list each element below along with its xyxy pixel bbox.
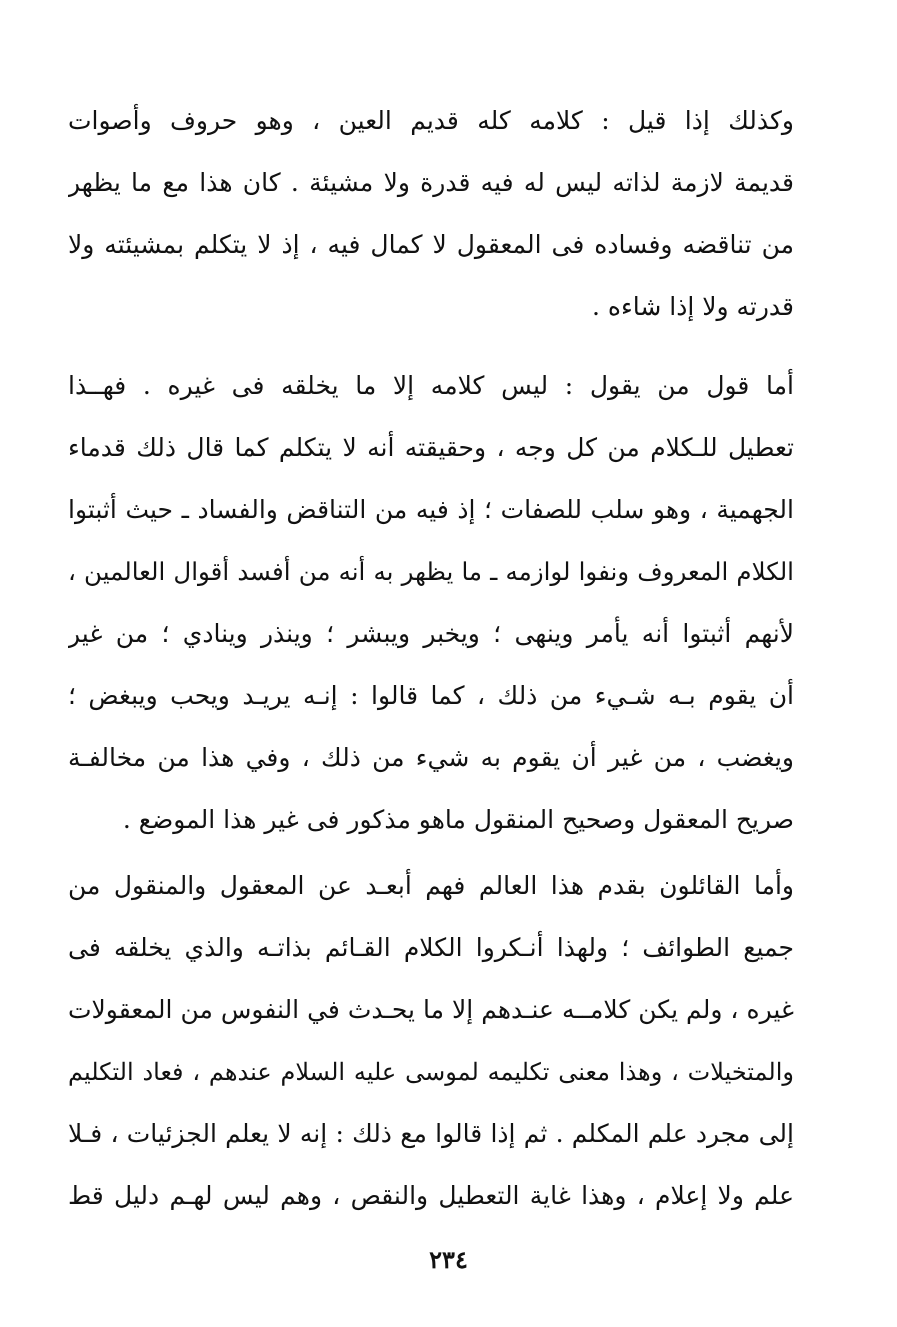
text-line: أما قول من يقول : ليس كلامه إلا ما يخلقه فى غيره . فهــذا xyxy=(68,371,794,400)
text-line: قديمة لازمة لذاته ليس له فيه قدرة ولا مشيئة . كان هذا مع ما يظهر xyxy=(68,168,794,197)
text-line: الجهمية ، وهو سلب للصفات ؛ إذ فيه من التناقض والفساد ـ حيث أثبتوا xyxy=(68,495,794,524)
text-line: من تناقضه وفساده فى المعقول لا كمال فيه ، إذ لا يتكلم بمشيئته ولا xyxy=(68,230,794,259)
text-line: صريح المعقول وصحيح المنقول ماهو مذكور فى غير هذا الموضع . xyxy=(122,805,794,834)
text-line: الكلام المعروف ونفوا لوازمه ـ ما يظهر به أنه من أفسد أقوال العالمين ، xyxy=(68,557,794,586)
text-line: قدرته ولا إذا شاءه . xyxy=(591,292,794,321)
text-line: وكذلك إذا قيل : كلامه كله قديم العين ، وهو حروف وأصوات xyxy=(68,106,794,135)
text-line: إلى مجرد علم المكلم . ثم إذا قالوا مع ذلك : إنه لا يعلم الجزئيات ، فـلا xyxy=(68,1119,794,1148)
text-line: وأما القائلون بقدم هذا العالم فهم أبعـد عن المعقول والمنقول من xyxy=(68,871,794,900)
text-line: غيره ، ولم يكن كلامــه عنـدهم إلا ما يحـدث في النفوس من المعقولات xyxy=(68,995,794,1024)
page-number: ٢٣٤ xyxy=(429,1245,468,1274)
text-line: لأنهم أثبتوا أنه يأمر وينهى ؛ ويخبر ويبشر ؛ وينذر وينادي ؛ من غير xyxy=(68,619,794,648)
text-line: ويغضب ، من غير أن يقوم به شيء من ذلك ، وفي هذا من مخالفـة xyxy=(68,743,794,772)
text-line: أن يقوم بـه شـيء من ذلك ، كما قالوا : إنـه يريـد ويحب ويبغض ؛ xyxy=(68,681,794,710)
paragraph-2 xyxy=(68,355,794,851)
text-line: علم ولا إعلام ، وهذا غاية التعطيل والنقص ، وهم ليس لهـم دليل قط xyxy=(68,1181,794,1210)
text-line: جميع الطوائف ؛ ولهذا أنـكروا الكلام القـائم بذاتـه والذي يخلقه فى xyxy=(68,933,794,962)
paragraph-3 xyxy=(68,855,794,1227)
paragraph-1 xyxy=(68,90,794,338)
text-line: تعطيل للـكلام من كل وجه ، وحقيقته أنه لا يتكلم كما قال ذلك قدماء xyxy=(68,433,794,462)
text-line: والمتخيلات ، وهذا معنى تكليمه لموسى عليه السلام عندهم ، فعاد التكليم xyxy=(68,1058,794,1086)
